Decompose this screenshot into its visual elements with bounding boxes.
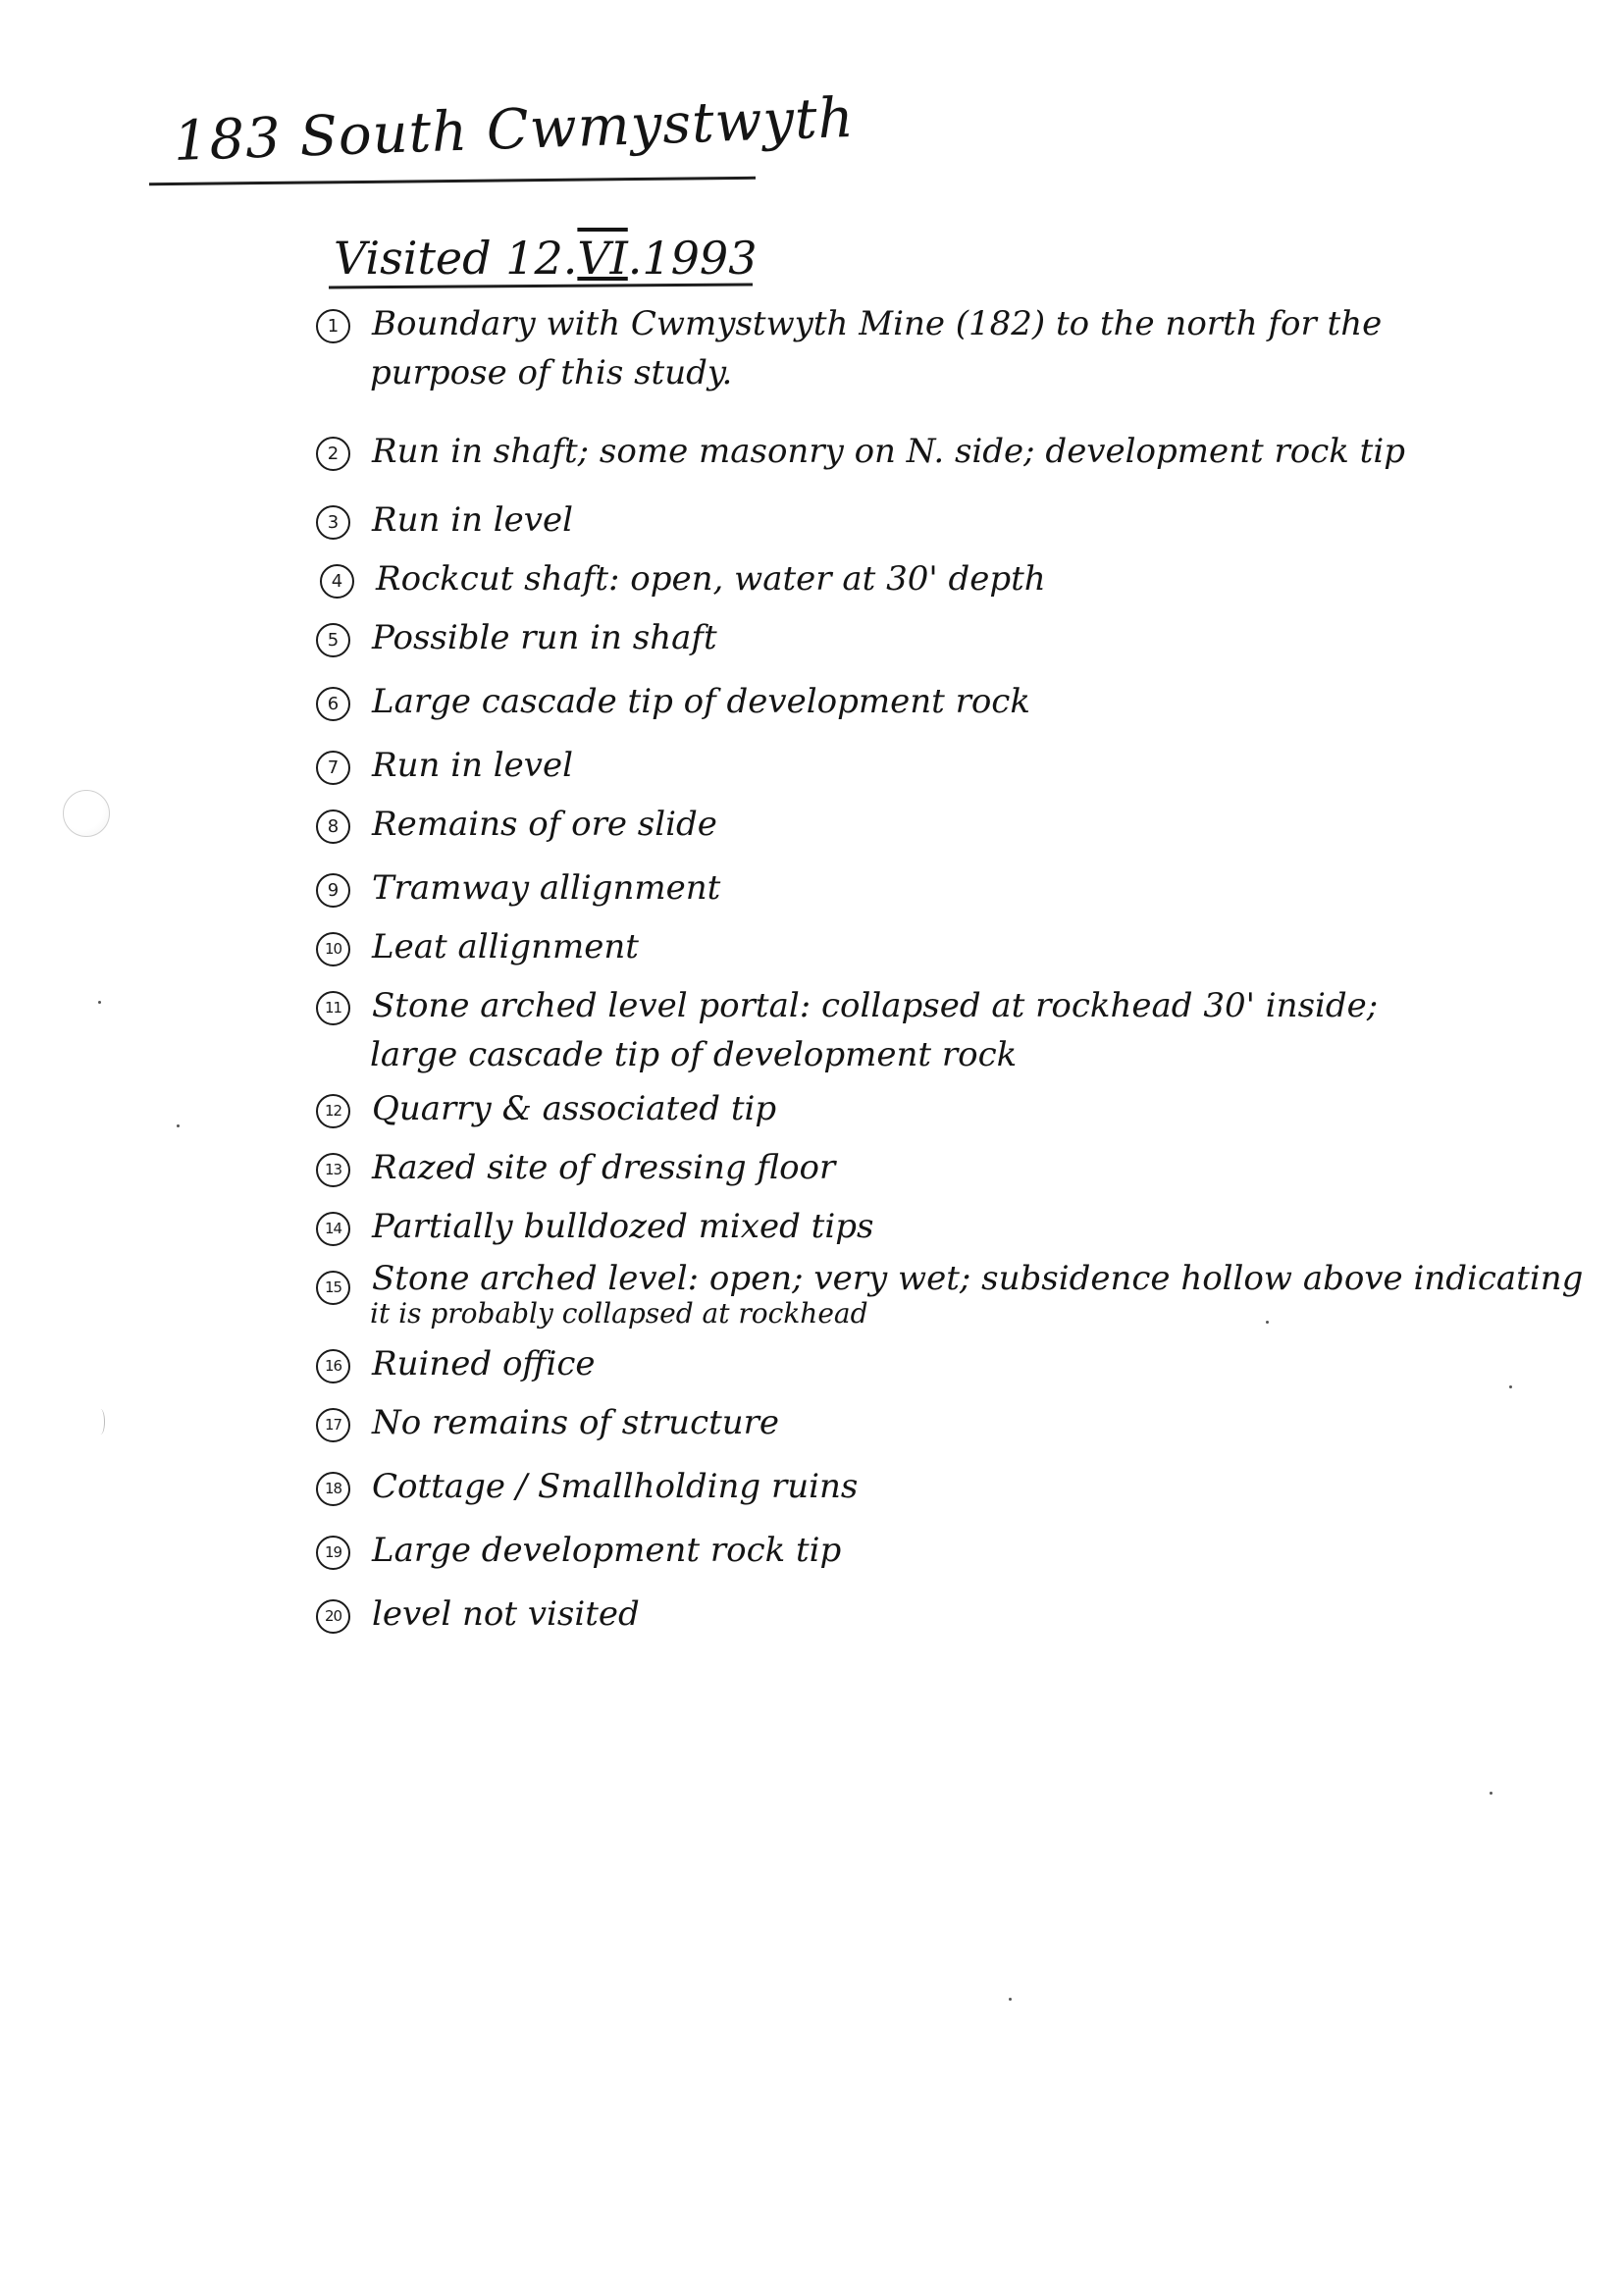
- scan-speck: [1009, 1998, 1012, 2001]
- item-text-line: Razed site of dressing floor: [372, 1148, 836, 1187]
- item-text-line: Remains of ore slide: [372, 805, 717, 844]
- item-text: [372, 677, 1030, 726]
- item-text-line: Large cascade tip of development rock: [372, 682, 1030, 721]
- item-text-line: Partially bulldozed mixed tips: [372, 1207, 874, 1246]
- item-text-line: it is probably collapsed at rockhead: [370, 1297, 868, 1330]
- item-text: [372, 1462, 858, 1511]
- item-text-line: Run in level: [372, 500, 573, 540]
- list-item: [316, 1261, 1583, 1331]
- list-item: [320, 554, 1046, 603]
- item-text-line: purpose of this study.: [370, 353, 733, 392]
- item-text: [372, 299, 1382, 397]
- punch-hole-edge: [96, 1409, 105, 1435]
- scan-speck: [1490, 1792, 1492, 1795]
- list-item: [316, 496, 573, 545]
- list-item: [316, 981, 1378, 1079]
- item-text-line: Large development rock tip: [372, 1531, 842, 1570]
- list-item: [316, 800, 717, 849]
- item-text-line: Tramway allignment: [372, 868, 721, 908]
- item-text: [372, 981, 1378, 1079]
- punch-hole: [63, 790, 110, 837]
- item-number-circle: 5: [316, 623, 350, 657]
- item-text-line: large cascade tip of development rock: [370, 1035, 1018, 1074]
- scan-speck: [177, 1124, 180, 1127]
- item-text: [372, 1339, 596, 1388]
- page-title: 183 South Cwmystwyth: [172, 85, 856, 174]
- item-text: [372, 741, 573, 790]
- item-number-circle: 10: [316, 932, 350, 966]
- item-number-circle: 2: [316, 437, 350, 471]
- list-item: [316, 1526, 841, 1575]
- item-text-line: Run in shaft; some masonry on N. side; development rock tip: [372, 432, 1405, 471]
- item-number-circle: 18: [316, 1472, 350, 1506]
- item-text: [372, 1143, 835, 1192]
- item-number-circle: 7: [316, 751, 350, 785]
- list-item: [316, 427, 1405, 476]
- item-number-circle: 6: [316, 687, 350, 721]
- item-number-circle: 8: [316, 809, 350, 844]
- item-text-line: Ruined office: [372, 1344, 596, 1383]
- item-text: [376, 554, 1046, 603]
- item-number-circle: 12: [316, 1094, 350, 1128]
- item-number-circle: 1: [316, 309, 350, 343]
- scan-speck: [1509, 1385, 1512, 1388]
- list-item: [316, 922, 639, 971]
- item-text: [372, 1526, 841, 1575]
- item-number-circle: 19: [316, 1536, 350, 1570]
- list-item: [316, 863, 720, 913]
- item-number-circle: 15: [316, 1271, 350, 1305]
- item-text-line: Stone arched level portal: collapsed at rockhead 30' inside;: [372, 986, 1379, 1025]
- item-number-circle: 9: [316, 873, 350, 908]
- list-item: [316, 1590, 640, 1639]
- item-number-circle: 4: [320, 564, 354, 599]
- visited-month: VI: [577, 232, 628, 285]
- item-text: [372, 613, 717, 662]
- item-text-line: level not visited: [372, 1594, 640, 1634]
- list-item: [316, 741, 573, 790]
- list-item: [316, 1143, 835, 1192]
- item-number-circle: 11: [316, 991, 350, 1025]
- list-item: [316, 1398, 779, 1447]
- visited-year: .1993: [627, 232, 758, 285]
- item-text-line: Cottage / Smallholding ruins: [372, 1467, 859, 1506]
- item-text-line: Possible run in shaft: [372, 618, 717, 657]
- item-number-circle: 14: [316, 1212, 350, 1246]
- item-text-line: Run in level: [372, 746, 573, 785]
- list-item: [316, 1084, 776, 1133]
- item-number-circle: 16: [316, 1349, 350, 1383]
- item-text: [372, 1261, 1583, 1331]
- item-text: [372, 922, 639, 971]
- list-item: [316, 1339, 596, 1388]
- item-text: [372, 863, 720, 913]
- item-text: [372, 1398, 779, 1447]
- title-underline: [149, 177, 756, 185]
- item-text-line: Boundary with Cwmystwyth Mine (182) to the north for the: [372, 304, 1383, 343]
- item-text: [372, 1590, 640, 1639]
- item-text-line: Leat allignment: [372, 927, 639, 966]
- list-item: [316, 299, 1382, 397]
- list-item: [316, 1462, 858, 1511]
- item-text: [372, 496, 573, 545]
- item-text: [372, 427, 1405, 476]
- item-text-line: Rockcut shaft: open, water at 30' depth: [376, 559, 1046, 599]
- item-number-circle: 20: [316, 1599, 350, 1634]
- list-item: [316, 613, 717, 662]
- item-number-circle: 13: [316, 1153, 350, 1187]
- item-text: [372, 800, 717, 849]
- list-item: [316, 677, 1030, 726]
- visited-prefix: Visited 12.: [334, 232, 578, 285]
- item-number-circle: 3: [316, 505, 350, 540]
- scan-speck: [98, 1001, 101, 1004]
- item-text: [372, 1202, 873, 1251]
- item-text-line: Quarry & associated tip: [372, 1089, 777, 1128]
- item-text-line: Stone arched level: open; very wet; subsidence hollow above indicating: [372, 1259, 1584, 1298]
- list-item: [316, 1202, 873, 1251]
- item-text-line: No remains of structure: [372, 1403, 780, 1442]
- item-number-circle: 17: [316, 1408, 350, 1442]
- item-text: [372, 1084, 776, 1133]
- visited-date: [334, 232, 757, 285]
